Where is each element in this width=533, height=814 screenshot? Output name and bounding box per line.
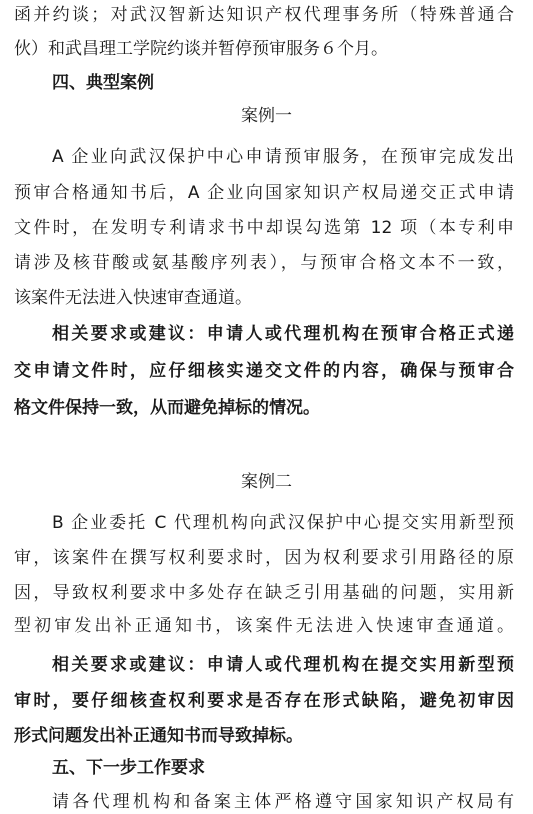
case1-body-line-3: 文件时，在发明专利请求书中却误勾选第 12 项（本专利申	[14, 218, 514, 238]
case1-advice-line-3: 格文件保持一致，从而避免掉标的情况。	[14, 398, 320, 418]
case1-advice-line-1: 相关要求或建议：申请人或代理机构在预审合格正式递	[52, 324, 514, 344]
section-heading-4: 四、典型案例	[52, 73, 154, 93]
case2-advice-line-2: 审时，要仔细核查权利要求是否存在形式缺陷，避免初审因	[14, 691, 514, 711]
case-title-1: 案例一	[241, 106, 292, 126]
case2-body-line-3: 因，导致权利要求中多处存在缺乏引用基础的问题，实用新	[14, 583, 514, 603]
intro-line-2: 伙）和武昌理工学院约谈并暂停预审服务６个月。	[14, 39, 388, 59]
section5-body-line-1: 请各代理机构和备案主体严格遵守国家知识产权局有	[52, 792, 514, 812]
case2-body-line-1: B 企业委托 C 代理机构向武汉保护中心提交实用新型预	[52, 513, 514, 533]
intro-line-1: 函并约谈；对武汉智新达知识产权代理事务所（特殊普通合	[14, 5, 514, 25]
case2-body-line-4: 型初审发出补正通知书，该案件无法进入快速审查通道。	[14, 616, 514, 636]
case-title-2: 案例二	[241, 472, 292, 492]
section-heading-5: 五、下一步工作要求	[52, 758, 205, 778]
case2-advice-line-1: 相关要求或建议：申请人或代理机构在提交实用新型预	[52, 655, 514, 675]
case1-body-line-1: A 企业向武汉保护中心申请预审服务，在预审完成发出	[52, 147, 514, 167]
case2-body-line-2: 审，该案件在撰写权利要求时，因为权利要求引用路径的原	[14, 548, 514, 568]
case1-body-line-2: 预审合格通知书后，A 企业向国家知识产权局递交正式申请	[14, 183, 514, 203]
case1-body-line-5: 该案件无法进入快速审查通道。	[14, 288, 252, 308]
case2-advice-line-3: 形式问题发出补正通知书而导致掉标。	[14, 726, 303, 746]
case1-body-line-4: 请涉及核苷酸或氨基酸序列表），与预审合格文本不一致，	[14, 253, 514, 273]
case1-advice-line-2: 交申请文件时，应仔细核实递交文件的内容，确保与预审合	[14, 361, 514, 381]
